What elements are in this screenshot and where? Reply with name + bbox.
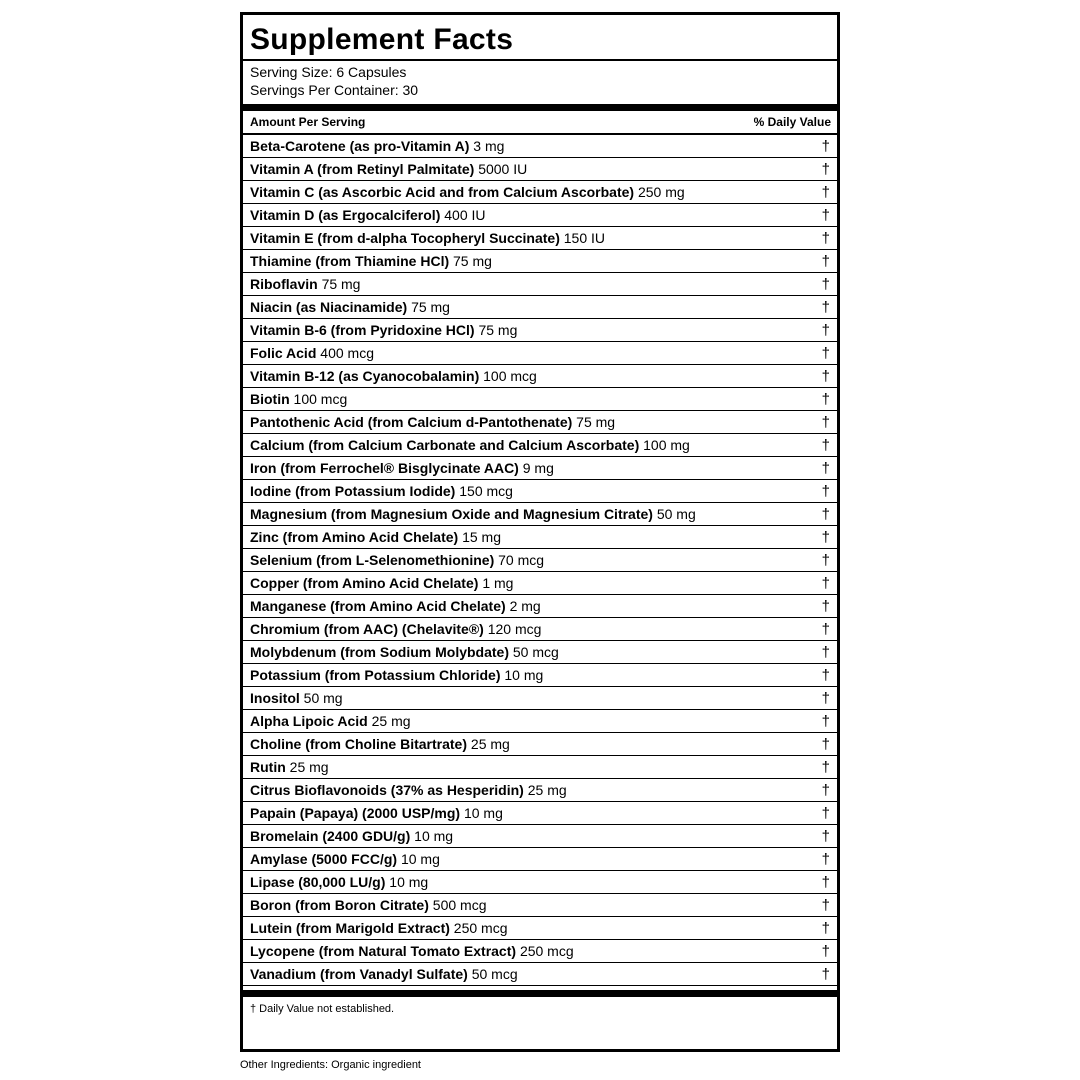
nutrient-row: [243, 963, 837, 986]
daily-value-dagger: †: [821, 965, 830, 983]
nutrient-name: Chromium (from AAC) (Chelavite®): [250, 621, 484, 637]
nutrient-row: [243, 871, 837, 894]
nutrient-amount: 400 IU: [444, 207, 486, 223]
nutrient-amount: 75 mg: [321, 276, 361, 292]
nutrient-row: [243, 319, 837, 342]
daily-value-dagger: †: [821, 896, 830, 914]
nutrient-row: [243, 296, 837, 319]
nutrient-label: [250, 782, 567, 798]
daily-value-dagger: †: [821, 712, 830, 730]
nutrient-amount: 120 mcg: [487, 621, 542, 637]
nutrient-row: [243, 526, 837, 549]
nutrient-label: [250, 299, 450, 315]
nutrient-amount: 25 mg: [470, 736, 510, 752]
nutrient-name: Biotin: [250, 391, 290, 407]
daily-value-dagger: †: [821, 436, 830, 454]
nutrient-amount: 250 mcg: [453, 920, 508, 936]
daily-value-dagger: †: [821, 850, 830, 868]
nutrient-label: [250, 851, 440, 867]
nutrient-name: Rutin: [250, 759, 286, 775]
daily-value-dagger: †: [821, 528, 830, 546]
nutrient-name: Papain (Papaya) (2000 USP/mg): [250, 805, 461, 821]
nutrient-name: Thiamine (from Thiamine HCl): [250, 253, 450, 269]
nutrient-row: [243, 135, 837, 158]
nutrient-amount: 15 mg: [462, 529, 502, 545]
nutrient-label: [250, 483, 513, 499]
nutrient-label: [250, 322, 517, 338]
nutrient-row: [243, 802, 837, 825]
nutrient-row: [243, 411, 837, 434]
daily-value-dagger: †: [821, 942, 830, 960]
nutrient-name: Copper (from Amino Acid Chelate): [250, 575, 479, 591]
nutrient-row: [243, 756, 837, 779]
nutrient-label: [250, 713, 411, 729]
daily-value-dagger: †: [821, 206, 830, 224]
nutrient-amount: 250 mcg: [519, 943, 574, 959]
nutrient-name: Manganese (from Amino Acid Chelate): [250, 598, 506, 614]
nutrient-row: [243, 204, 837, 227]
nutrient-row: [243, 779, 837, 802]
nutrient-name: Magnesium (from Magnesium Oxide and Magnesium Citrate): [250, 506, 653, 522]
nutrient-name: Molybdenum (from Sodium Molybdate): [250, 644, 509, 660]
nutrient-label: [250, 207, 486, 223]
daily-value-dagger: †: [821, 344, 830, 362]
nutrient-name: Riboflavin: [250, 276, 318, 292]
nutrient-label: [250, 414, 615, 430]
nutrient-amount: 10 mg: [463, 805, 503, 821]
nutrient-row: [243, 595, 837, 618]
daily-value-dagger: †: [821, 505, 830, 523]
nutrient-amount: 250 mg: [637, 184, 685, 200]
nutrient-amount: 3 mg: [473, 138, 505, 154]
nutrient-label: [250, 276, 360, 292]
daily-value-dagger: †: [821, 643, 830, 661]
nutrient-name: Zinc (from Amino Acid Chelate): [250, 529, 459, 545]
nutrient-amount: 75 mg: [411, 299, 450, 315]
nutrient-name: Boron (from Boron Citrate): [250, 897, 429, 913]
nutrient-row: [243, 227, 837, 250]
nutrient-label: [250, 368, 537, 384]
nutrient-row: [243, 457, 837, 480]
nutrient-row: [243, 572, 837, 595]
daily-value-dagger: †: [821, 758, 830, 776]
daily-value-dagger: †: [821, 160, 830, 178]
nutrient-row: [243, 940, 837, 963]
nutrient-label: [250, 966, 518, 982]
daily-value-dagger: †: [821, 551, 830, 569]
nutrient-label: [250, 529, 501, 545]
daily-value-dagger: †: [821, 482, 830, 500]
nutrient-name: Beta-Carotene (as pro-Vitamin A): [250, 138, 470, 154]
nutrient-label: [250, 161, 527, 177]
daily-value-dagger: †: [821, 413, 830, 431]
nutrient-label: [250, 460, 554, 476]
nutrient-amount: 50 mcg: [512, 644, 559, 660]
footnote: † Daily Value not established.: [250, 1003, 395, 1015]
nutrient-amount: 400 mcg: [320, 345, 374, 361]
nutrient-amount: 100 mg: [643, 437, 690, 453]
daily-value-dagger: †: [821, 873, 830, 891]
nutrient-label: [250, 184, 685, 200]
nutrient-name: Folic Acid: [250, 345, 317, 361]
nutrient-label: [250, 391, 347, 407]
nutrient-amount: 25 mg: [371, 713, 411, 729]
nutrient-name: Alpha Lipoic Acid: [250, 713, 368, 729]
nutrient-amount: 10 mg: [389, 874, 429, 890]
nutrient-amount: 150 mcg: [459, 483, 513, 499]
nutrient-row: [243, 158, 837, 181]
nutrient-label: [250, 598, 541, 614]
nutrient-amount: 150 IU: [563, 230, 606, 246]
column-header-row: [243, 111, 837, 135]
daily-value-dagger: †: [821, 459, 830, 477]
daily-value-dagger: †: [821, 137, 830, 155]
daily-value-dagger: †: [821, 390, 830, 408]
nutrient-row: [243, 641, 837, 664]
nutrient-label: [250, 437, 690, 453]
nutrient-label: [250, 805, 503, 821]
nutrient-amount: 25 mg: [289, 759, 329, 775]
other-ingredients: Other Ingredients: Organic ingredient: [240, 1059, 421, 1071]
nutrient-amount: 100 mcg: [293, 391, 348, 407]
nutrient-name: Vitamin A (from Retinyl Palmitate): [250, 161, 475, 177]
daily-value-dagger: †: [821, 252, 830, 270]
nutrient-label: [250, 138, 504, 154]
daily-value-dagger: †: [821, 620, 830, 638]
nutrient-amount: 100 mcg: [483, 368, 537, 384]
nutrient-row: [243, 917, 837, 940]
nutrient-row: [243, 434, 837, 457]
nutrient-name: Lipase (80,000 LU/g): [250, 874, 386, 890]
nutrient-row: [243, 503, 837, 526]
nutrient-label: [250, 690, 343, 706]
daily-value-dagger: †: [821, 827, 830, 845]
daily-value-dagger: †: [821, 689, 830, 707]
amount-per-serving-header: Amount Per Serving: [250, 115, 366, 129]
supplement-facts-panel: [240, 12, 840, 1052]
daily-value-dagger: †: [821, 919, 830, 937]
nutrient-name: Vitamin C (as Ascorbic Acid and from Calcium Ascorbate): [250, 184, 635, 200]
nutrient-name: Vitamin D (as Ergocalciferol): [250, 207, 441, 223]
daily-value-dagger: †: [821, 367, 830, 385]
daily-value-dagger: †: [821, 298, 830, 316]
nutrient-name: Choline (from Choline Bitartrate): [250, 736, 468, 752]
daily-value-dagger: †: [821, 275, 830, 293]
nutrient-label: [250, 253, 492, 269]
nutrient-name: Lycopene (from Natural Tomato Extract): [250, 943, 517, 959]
nutrient-row: [243, 549, 837, 572]
nutrient-name: Inositol: [250, 690, 300, 706]
daily-value-dagger: †: [821, 321, 830, 339]
nutrient-amount: 50 mcg: [471, 966, 518, 982]
nutrient-row: [243, 273, 837, 296]
nutrient-label: [250, 621, 541, 637]
nutrient-name: Potassium (from Potassium Chloride): [250, 667, 501, 683]
nutrient-row: [243, 664, 837, 687]
nutrient-label: [250, 506, 696, 522]
nutrient-row: [243, 825, 837, 848]
thick-divider-bottom: [243, 990, 837, 997]
nutrient-row: [243, 365, 837, 388]
nutrient-label: [250, 667, 543, 683]
nutrient-amount: 500 mcg: [432, 897, 487, 913]
nutrient-amount: 2 mg: [509, 598, 541, 614]
nutrient-amount: 75 mg: [453, 253, 492, 269]
nutrient-label: [250, 828, 453, 844]
daily-value-header: % Daily Value: [753, 115, 831, 129]
nutrient-amount: 75 mg: [478, 322, 518, 338]
nutrient-name: Niacin (as Niacinamide): [250, 299, 408, 315]
nutrient-list: [243, 135, 837, 986]
nutrient-name: Iodine (from Potassium Iodide): [250, 483, 456, 499]
nutrient-amount: 10 mg: [504, 667, 544, 683]
thick-divider-top: [243, 104, 837, 111]
daily-value-dagger: †: [821, 574, 830, 592]
nutrient-label: [250, 575, 513, 591]
daily-value-dagger: †: [821, 183, 830, 201]
nutrient-name: Vitamin E (from d-alpha Tocopheryl Succinate): [250, 230, 560, 246]
nutrient-name: Vitamin B-12 (as Cyanocobalamin): [250, 368, 480, 384]
nutrient-name: Lutein (from Marigold Extract): [250, 920, 450, 936]
nutrient-row: [243, 733, 837, 756]
nutrient-label: [250, 943, 574, 959]
daily-value-dagger: †: [821, 781, 830, 799]
nutrient-row: [243, 480, 837, 503]
nutrient-row: [243, 342, 837, 365]
nutrient-row: [243, 687, 837, 710]
nutrient-label: [250, 874, 428, 890]
nutrient-label: [250, 897, 486, 913]
nutrient-label: [250, 736, 510, 752]
daily-value-dagger: †: [821, 229, 830, 247]
daily-value-dagger: †: [821, 666, 830, 684]
nutrient-label: [250, 230, 605, 246]
nutrient-label: [250, 345, 374, 361]
nutrient-amount: 75 mg: [576, 414, 616, 430]
nutrient-amount: 10 mg: [400, 851, 440, 867]
nutrient-name: Selenium (from L-Selenomethionine): [250, 552, 495, 568]
nutrient-amount: 50 mg: [303, 690, 343, 706]
nutrient-amount: 9 mg: [522, 460, 554, 476]
daily-value-dagger: †: [821, 735, 830, 753]
nutrient-label: [250, 552, 544, 568]
serving-info: [243, 61, 837, 104]
nutrient-row: [243, 250, 837, 273]
nutrient-row: [243, 710, 837, 733]
nutrient-label: [250, 644, 559, 660]
nutrient-name: Vitamin B-6 (from Pyridoxine HCl): [250, 322, 475, 338]
nutrient-label: [250, 920, 508, 936]
nutrient-name: Vanadium (from Vanadyl Sulfate): [250, 966, 468, 982]
nutrient-amount: 70 mcg: [498, 552, 545, 568]
nutrient-name: Iron (from Ferrochel® Bisglycinate AAC): [250, 460, 519, 476]
nutrient-amount: 5000 IU: [478, 161, 528, 177]
panel-title: Supplement Facts: [243, 15, 837, 61]
nutrient-amount: 50 mg: [656, 506, 696, 522]
nutrient-row: [243, 894, 837, 917]
daily-value-dagger: †: [821, 804, 830, 822]
nutrient-row: [243, 388, 837, 411]
serving-size: Serving Size: 6 Capsules: [250, 64, 407, 80]
nutrient-row: [243, 848, 837, 871]
nutrient-amount: 10 mg: [414, 828, 454, 844]
nutrient-row: [243, 181, 837, 204]
daily-value-dagger: †: [821, 597, 830, 615]
servings-per-container: Servings Per Container: 30: [250, 81, 419, 98]
nutrient-name: Calcium (from Calcium Carbonate and Calcium Ascorbate): [250, 437, 640, 453]
nutrient-label: [250, 759, 329, 775]
nutrient-name: Citrus Bioflavonoids (37% as Hesperidin): [250, 782, 524, 798]
nutrient-row: [243, 618, 837, 641]
nutrient-amount: 25 mg: [527, 782, 567, 798]
nutrient-name: Pantothenic Acid (from Calcium d-Pantothenate): [250, 414, 573, 430]
nutrient-amount: 1 mg: [482, 575, 514, 591]
nutrient-name: Amylase (5000 FCC/g): [250, 851, 398, 867]
nutrient-name: Bromelain (2400 GDU/g): [250, 828, 411, 844]
